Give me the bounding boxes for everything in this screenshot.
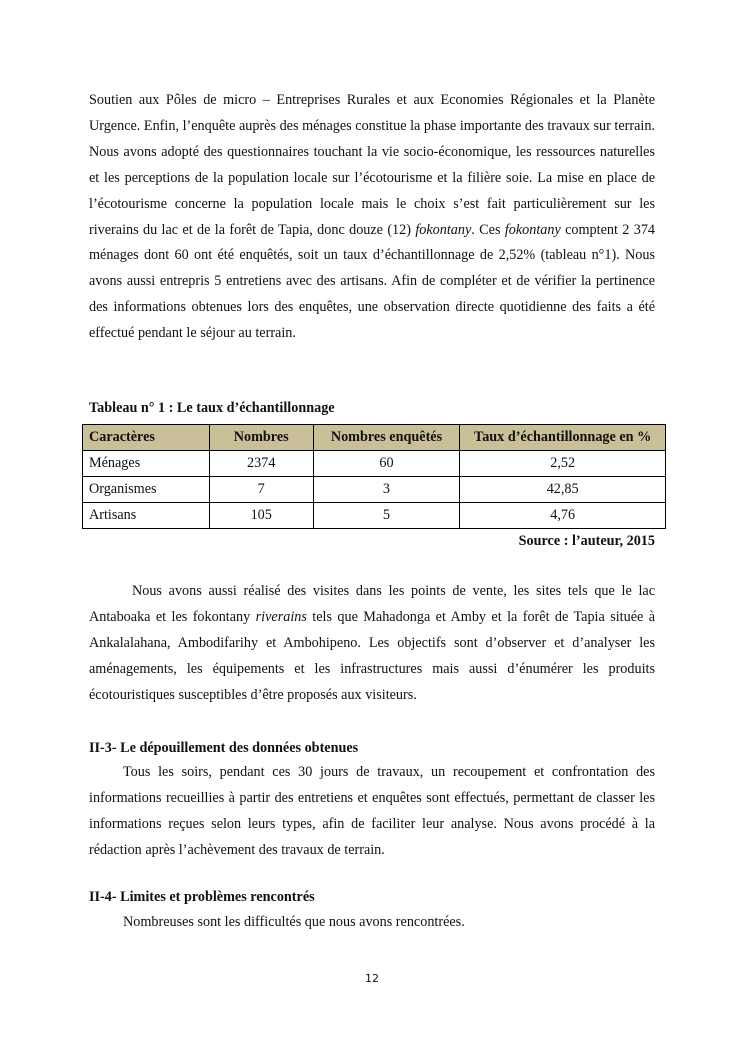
- table-cell: 3: [313, 477, 460, 503]
- section-heading-ii3: II-3- Le dépouillement des données obtenues: [89, 740, 359, 756]
- section-ii3-paragraph: Tous les soirs, pendant ces 30 jours de travaux, un recoupement et confrontation des informations recueillies à partir des entretiens et enquêtes sont effectués, permettant de classer les informations reçues selon leurs types, afin de faciliter leur analyse. Nous avons procédé à la rédaction après l’achèvement des travaux de terrain.: [89, 764, 655, 858]
- visits-paragraph: [89, 579, 655, 709]
- intro-text-2: . Ces: [471, 221, 505, 238]
- table-cell: 105: [209, 503, 313, 529]
- intro-emphasis-1: fokontany: [415, 221, 472, 238]
- table-header-row: [83, 425, 666, 451]
- intro-text-1: Soutien aux Pôles de micro – Entreprises Rurales et aux Economies Régionales et la Planète Urgence. Enfin, l’enquête auprès des ménages constitue la phase importante des travaux sur terrain. Nous avons adopté des questionnaires touchant la vie socio-économique, les ressources naturelles et les perceptions de la population locale sur l’écotourisme et la filière soie. La mise en place de l’écotourisme concerne la population locale mais le choix s’est fait particulièrement sur les riverains du lac et de la forêt de Tapia, donc douze (12): [89, 92, 655, 238]
- table-header-cell: Caractères: [83, 425, 210, 451]
- intro-text-3: comptent 2 374 ménages dont 60 ont été enquêtés, soit un taux d’échantillonnage de 2,52% (tableau n°1). Nous avons aussi entrepris 5 entretiens avec des artisans. Afin de compléter et de vérifier la pertinence des informations obtenues lors des enquêtes, une observation directe quotidienne des faits a été effectué pendant le séjour au terrain.: [89, 221, 656, 342]
- intro-paragraph: [89, 88, 655, 347]
- visits-text-1: Nous avons aussi réalisé des visites dans les points de vente, les sites tels que le lac Antaboaka et les fokontany: [89, 583, 655, 625]
- table-cell: 60: [313, 451, 460, 477]
- page-number: 12: [365, 972, 379, 985]
- table-cell: 42,85: [460, 477, 666, 503]
- visits-text-2: tels que Mahadonga et Amby et la forêt de Tapia située à Ankalalahana, Ambodifarihy et Ambohipeno. Les objectifs sont d’observer et d’analyser les aménagements, les équipements et les infrastructures mais aussi d’énumérer les produits écotouristiques susceptibles d’être proposés aux visiteurs.: [89, 608, 655, 703]
- visits-emphasis: riverains: [255, 608, 307, 625]
- table-cell: Artisans: [83, 503, 210, 529]
- table-cell: 2,52: [460, 451, 666, 477]
- table-header-cell: Taux d’échantillonnage en %: [460, 425, 666, 451]
- table-title: Tableau n° 1 : Le taux d’échantillonnage: [89, 400, 335, 416]
- table-source: Source : l’auteur, 2015: [518, 533, 655, 549]
- sampling-table: [82, 424, 666, 529]
- table-cell: 2374: [209, 451, 313, 477]
- table-row: [83, 503, 666, 529]
- table-header-cell: Nombres: [209, 425, 313, 451]
- intro-emphasis-2: fokontany: [504, 221, 561, 238]
- section-heading-ii4: II-4- Limites et problèmes rencontrés: [89, 889, 315, 905]
- section-ii4-paragraph: Nombreuses sont les difficultés que nous avons rencontrées.: [123, 914, 465, 930]
- table-cell: 7: [209, 477, 313, 503]
- table-header-cell: Nombres enquêtés: [313, 425, 460, 451]
- table-cell: 4,76: [460, 503, 666, 529]
- table-row: [83, 477, 666, 503]
- table-cell: Organismes: [83, 477, 210, 503]
- table-row: [83, 451, 666, 477]
- table-cell: 5: [313, 503, 460, 529]
- table-cell: Ménages: [83, 451, 210, 477]
